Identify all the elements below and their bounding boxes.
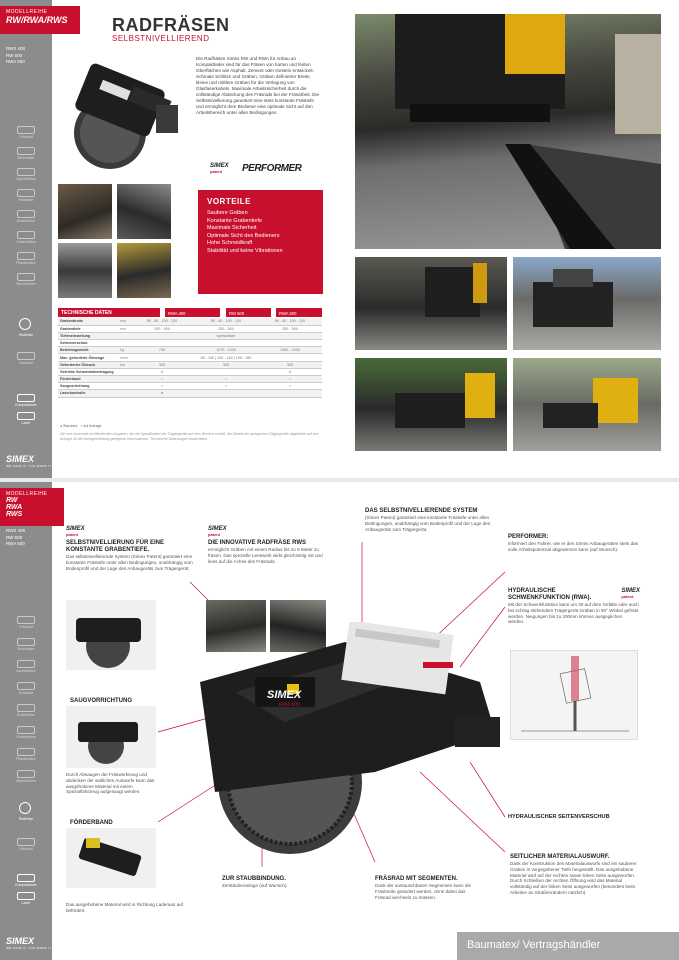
spec-param: Förderband [58,376,118,383]
spec-value: 1270 - 1340 [194,347,258,354]
series-label: MODELLREIHE [6,9,48,15]
sidebar-model: RWA 500 [6,541,25,546]
spec-param: Tiefeneinstellung [58,332,118,339]
spec-row [58,325,322,332]
photo-application-1 [355,257,507,350]
advantage-item: Optimale Sicht des Bedieners [207,232,280,239]
nav-betonfraese[interactable]: Betonfräse [4,638,48,656]
series-tag [0,6,80,34]
spec-value: ○ [194,376,258,383]
spec-unit: mm [118,325,130,332]
holzfraese-icon [17,189,35,197]
advantage-item: Konstante Grabentiefe [207,217,263,224]
nav-bodenfraese[interactable]: Bodenfräse [4,704,48,722]
nav-fraeskopf[interactable]: Fräskopf [4,616,48,634]
spec-param: Getriebe Schwenkübertragung [58,368,118,375]
spec-param: Seitenverschub [58,340,118,347]
spec-param: Laserkontrolle [58,390,118,397]
callout-selbstnivellierung: SELBSTNIVELLIERUNG FÜR EINE KONSTANTE GRABENTIEFE. Das selbstnivellierende System (Simex Patent) garantiert eine konstante Frästiefe unter allen Bedingungen, unabhängig vom Bodenprofil und der Lage des Anbaugeräts zum Trägergerät. [66,540,193,571]
sidebar-model: RW 500 [6,534,23,540]
sidebar-model: RWA 500 [6,59,25,64]
nav-holzfraese[interactable]: Holzfräse [4,189,48,207]
spec-row [58,340,322,347]
grabenfraese-icon [17,231,35,239]
nav-steinbrecher[interactable]: Steinbrecher [4,273,48,291]
kompaktlader-icon [17,394,35,402]
spec-unit [118,340,130,347]
spec-value [194,368,258,375]
asphaltfraese-icon [17,168,35,176]
brochure-page-2 [0,482,679,960]
steinbrecher-icon [17,273,35,281]
photo-application-3 [355,358,507,451]
nav-betonfraese[interactable]: Betonfräse [4,147,48,165]
advantages-title: VORTEILE [207,197,252,206]
spec-param: Saugvorrichtung [58,383,118,390]
brand-row [210,163,325,177]
page-title: RADFRÄSEN [112,15,230,35]
spec-value [194,340,258,347]
sidebar-model: RW 500 [6,52,23,58]
main-machine-image [195,622,510,862]
callout-radfraese-rws: DIE INNOVATIVE RADFRÄSE RWS ermöglicht Gräben mit einem Radius bis zu 6 Meter zu fräsen. Das spezielle Lenkwerk wirkt gleichzeitig mit und lines auf die Achse des Fräsrads. [208,540,323,564]
spec-value: 50 - 80 - 100 - 120 [194,318,258,325]
callout-materialauswurf: SEITLICHER MATERIALAUSWURF. Dank der Konstruktion des Materialauswurfs sind ein sauberer Graben in vorgegebener Tiefe hergestellt. Das ausgehobene Material wird auf der rechten sowie linken Seite ausgeworfen. Durch Schließen der rechten Öffnung wird das Material vollständig auf der linken Seite ausgeworfen (besonders beim Arbeiten an Straßenrändern nützlich). [510,854,637,895]
callout-fraesrad-segmente: FRÄSRAD MIT SEGMENTEN. Dank der austauschbaren Segmenten kann die Fräsbreite geändert werden, ohne dabei das Fräsrad wechseln zu müssen. [375,876,472,900]
spec-row [58,347,322,354]
wheel-trencher-photo [60,55,188,175]
advantage-item: Saubere Gräben [207,210,248,216]
spec-row [58,368,322,375]
spec-row [58,361,322,368]
product-description: Die Radfräsen Simex RW und RWA für Anbau an Kompaktlader sind für das Fräsen von harten und festen Oberflächen wie Asphalt, Zement oder Gestein entwickelt. Schmale Schlitze und Gräben, Gräben definierter Breite, kleine und mittlere Gräben für die Verlegung von Glasfaserkabeln. Maximale Arbeitssicherheit durch die vollständige Abdeckung des Fräsrads bei der Fräsarbeit. Die Selbstnivellierung garantiert eine stets konstante Frästiefe und ermöglicht dem Bediener eine optimale Sicht auf den Arbeitsbereich unter allen Bedingungen. [196,56,320,115]
fraeskopf-icon [17,126,35,134]
spec-value [258,390,322,397]
machine-image-conveyor [66,828,156,888]
spec-param: Geforderter Öldruck [58,361,118,368]
advantage-item: Maximale Sicherheit [207,225,257,231]
spec-value: ○ [258,376,322,383]
simex-patent-logo: SIMEX patent [210,163,229,174]
spec-value: ● [130,368,194,375]
spec-row [58,390,322,397]
spec-value: 300 [258,361,322,368]
tech-spec-table [58,318,322,398]
photo-trencher-side [58,243,112,298]
table-legend: ● Standard ○ Auf Anfrage [60,424,102,428]
simex-logo: SIMEX WE LOVE IT, YOU WORK IT [6,454,52,468]
spec-row [58,318,322,325]
spec-value: 250 - 500 [258,325,322,332]
spec-value [130,340,194,347]
spec-value: 1300 - 1400 [258,347,322,354]
active-indicator-icon [19,318,31,330]
simex-patent-logo: SIMEX patent [208,526,227,537]
spec-param: Grabenbreite [58,318,118,325]
spec-value: 250 - 500 [194,325,258,332]
spec-value: ○ [130,383,194,390]
spec-unit [118,383,130,390]
callout-selbstnivellierendes-system: DAS SELBSTNIVELLIERENDE SYSTEM (Simex Patent) garantiert eine konstante Frästiefe unter allen Bedingungen, unabhängig vom Bodenprofil und der Lage des Anbaugeräts zum Trägergerät. [365,508,491,532]
spec-value: 50 - 80 - 100 - 120 [258,318,322,325]
spec-value: 700 [130,347,194,354]
nav-schaufel[interactable]: Schaufel [4,838,48,856]
spec-row [58,354,322,361]
nav-kompaktlader[interactable]: Kompaktlader [4,874,48,892]
sidebar-models [6,46,25,66]
model-header: RW 500 [226,308,271,317]
spec-value [258,340,322,347]
nav-kompaktlader[interactable]: Kompaktlader [4,394,48,412]
nav-holzfraese[interactable]: Holzfräse [4,682,48,700]
page-subtitle: SELBSTNIVELLIEREND [112,34,210,43]
callout-seitenverschub: HYDRAULISCHER SEITENVERSCHUB [508,814,610,820]
spec-value: ○ [258,383,322,390]
nav-grabenfraese[interactable]: Grabenfräse [4,726,48,744]
spec-unit [118,368,130,375]
callout-foerderband-title: FÖRDERBAND [70,820,113,826]
spec-value: 80 - 140 | 100 - 160 | 100 - 160 [130,354,322,361]
spec-value: ○ [194,383,258,390]
spec-row [58,383,322,390]
machine-model-label: RWA 500 [279,702,300,708]
photo-loader-working [117,243,171,298]
nav-schaufel[interactable]: Schaufel [4,352,48,370]
machine-image-suction [66,706,156,768]
spec-unit: bar [118,361,130,368]
spec-row [58,332,322,339]
photo-application-4 [513,358,661,451]
nav-radfraese[interactable]: Radfräse [18,817,34,821]
tech-data-title: TECHNISCHE DATEN [58,308,160,317]
series-name: RW/RWA/RWS [6,15,68,25]
schaufel-icon [17,352,35,360]
nav-fraeskopf[interactable]: Fräskopf [4,126,48,144]
nav-radfraese[interactable]: Radfräse [18,333,34,337]
machine-logo: SIMEX [267,689,302,701]
swivel-diagram [510,650,638,740]
spec-unit [118,332,130,339]
spec-value: 200 - 400 [130,325,194,332]
spec-unit: mm [118,318,130,325]
performer-logo: PERFORMER [242,163,302,174]
spec-value: 300 [194,361,258,368]
callout-performer: PERFORMER: informiert den Fahrer, wie er den Simex Anbaugeräten stets das volle Arbeitspotenzial abgewinnen kann (auf Wunsch). [508,534,638,552]
sidebar [0,0,68,478]
series-label: MODELLREIHE [6,491,48,497]
dealer-watermark: Baumatex/ Vertragshändler [457,932,679,960]
hero-photo-trenching [355,14,661,249]
sidebar-model: RWS 400 [6,46,26,51]
betonfraese-icon [17,147,35,155]
callout-staubbindung: ZUR STAUBBINDUNG. Zerstäuberanlage (auf Wunsch). [222,876,288,888]
bodenfraese-icon [17,210,35,218]
nav-asphaltfraese[interactable]: Asphaltfräse [4,168,48,186]
callout-schwenkfunktion: SIMEX patent HYDRAULISCHE SCHWENKFUNKTION (RWA). Mit der Schwenkfunktion kann um 20 auf dem Gefälle oder auch bei schräg stehendem Trägergerät Gräben in 90° Winkel gefräst werden. Neigungen bis zu 200mm können ausgeglichen werden. [508,588,640,625]
lader-icon [17,412,35,420]
advantage-item: Hohe Schneidkraft [207,240,253,246]
spec-value [130,332,194,339]
advantages-box [198,190,323,294]
spec-row [58,376,322,383]
callout-saugvorrichtung: Durch Absaugen der Fräswerkzeug und abdecken der seitlichen Auswurfe kann das ausgehobene Material mit einem Spezialfahrzeug aufgesaugt werden. [66,772,155,795]
nav-bodenfraese[interactable]: Bodenfräse [4,210,48,228]
photo-application-2 [513,257,661,350]
spec-unit [118,376,130,383]
spec-value: 50 - 80 - 100 - 120 [130,318,194,325]
callout-foerderband: Das ausgehobene Material wird in Richtung Laderaus auf befördert. [66,902,183,913]
nav-asphaltfraese[interactable]: Asphaltfräse [4,660,48,678]
spec-value: ● [130,390,194,397]
model-header: RWA 400 [165,308,220,317]
spec-value: hydraulisch [194,332,258,339]
nav-pflasterfraese[interactable]: Pflasterfräse [4,748,48,766]
spec-param: Grabentiefe [58,325,118,332]
spec-unit: l/min [118,354,130,361]
series-name-stacked: RW RWA RWS [6,497,23,518]
nav-pflasterfraese[interactable]: Pflasterfräse [4,252,48,270]
simex-logo: SIMEX WE LOVE IT, YOU WORK IT [6,936,52,950]
nav-lader[interactable]: Lader [4,412,48,430]
simex-patent-logo: SIMEX patent [66,526,85,537]
spec-value [258,332,322,339]
nav-lader[interactable]: Lader [4,892,48,910]
spec-value [194,390,258,397]
photo-cutting-wheel [117,184,171,239]
spec-unit [118,390,130,397]
machine-image-side [66,600,156,670]
callout-saugvorrichtung-title: SAUGVORRICHTUNG [70,698,133,704]
model-header: RWA 500 [276,308,322,317]
table-footnote: Die hier dauerhaft veröffentlichten Angaben, die die Spezifikation der Trägergeräte auf dem Bereich erstellt, die Details der geeigneten Trägergeräte abgebildet auf den Anfrage für die Anfrageerfüllung geeignete Informationen. Technische Änderungen vorbehalten. [60,432,319,441]
advantages-list [207,210,314,255]
sidebar-model: RWS 400 [6,528,26,533]
spec-param: Max. geforderte Ölmenge [58,354,118,361]
advantage-item: Stabilität und keine Vibrationen [207,247,283,254]
nav-steinbrecher[interactable]: Steinbrecher [4,770,48,788]
spec-value: ● [258,368,322,375]
brochure-page-1 [0,0,679,478]
spec-param: Betriebsgewicht [58,347,118,354]
spec-value: 300 [130,361,194,368]
photo-trench-closeup [58,184,112,239]
nav-grabenfraese[interactable]: Grabenfräse [4,231,48,249]
pflasterfraese-icon [17,252,35,260]
spec-unit: kg [118,347,130,354]
spec-value: ○ [130,376,194,383]
